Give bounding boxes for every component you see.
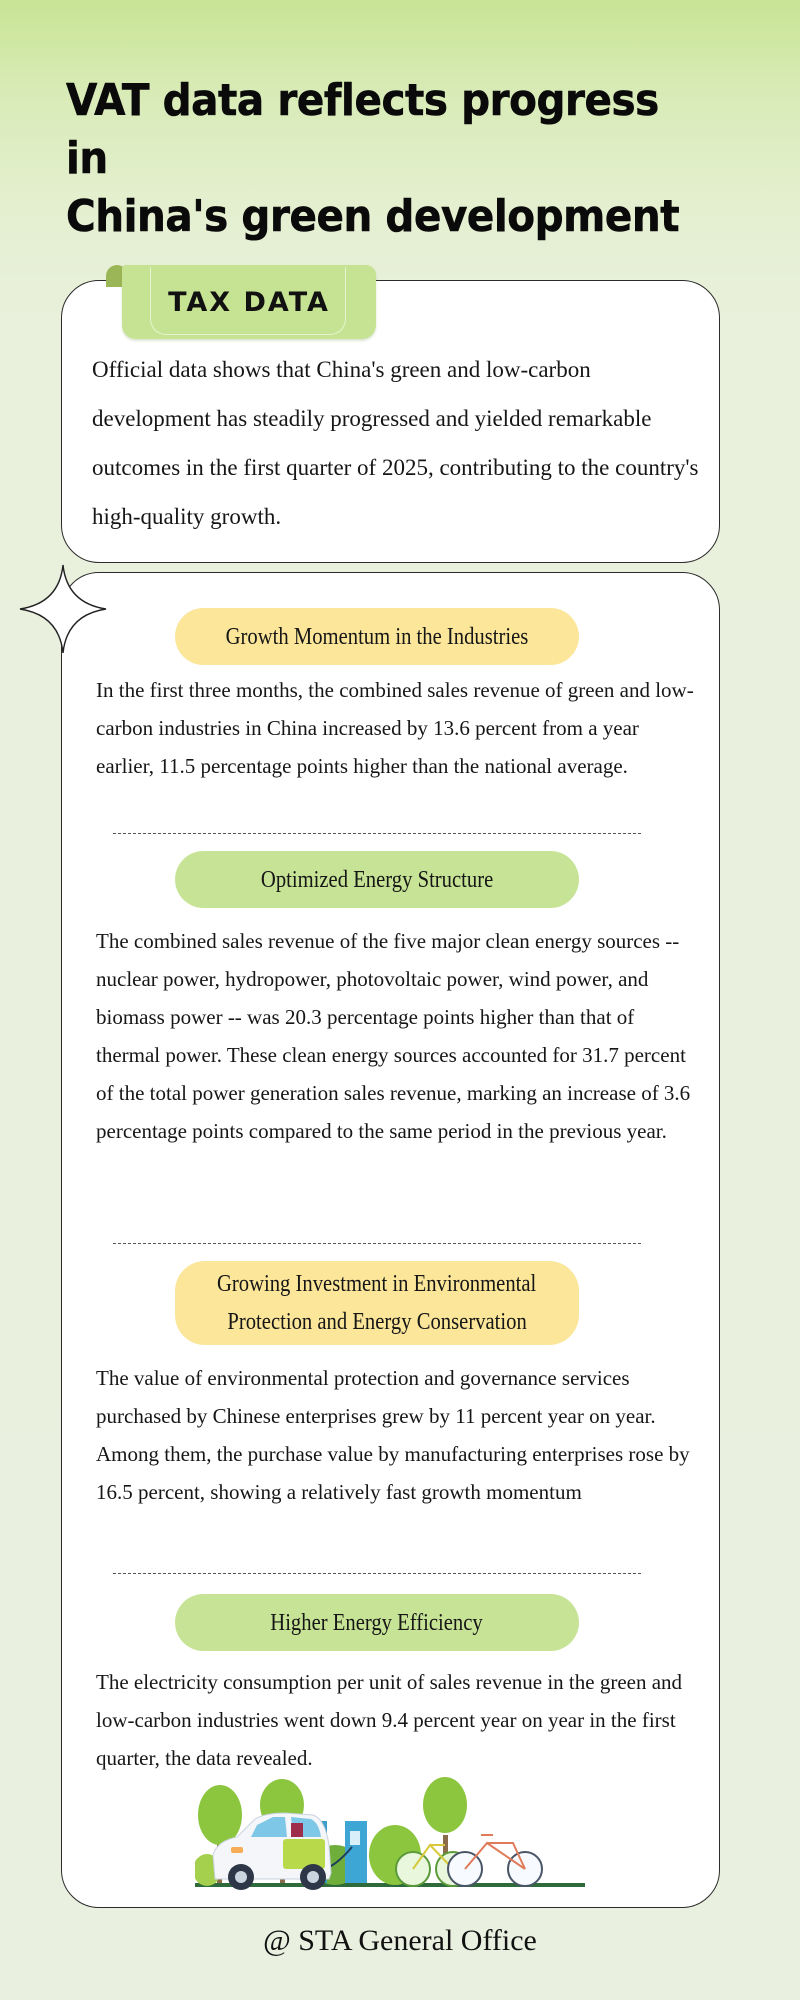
title-line-2: China's green development [66,191,680,242]
section-heading-energy-efficiency [175,1594,579,1651]
section-divider [113,1243,641,1244]
section-text-growth-momentum: In the first three months, the combined sales revenue of green and low-carbon industries in China increased by 13.6 percent from a year earlier, 11.5 percentage points higher than the national average. [96,678,694,778]
section-divider [113,1573,641,1574]
section-text-energy-structure: The combined sales revenue of the five major clean energy sources -- nuclear power, hydropower, photovoltaic power, wind power, and biomass power -- was 20.3 percentage points higher than that of thermal power. These clean energy sources accounted for 31.7 percent of the total power generation sales revenue, marking an increase of 3.6 percentage points compared to the same period in the previous year. [96,929,691,1143]
footer-credit: @ STA General Office [263,1924,537,1957]
section-heading-growth-momentum [175,608,579,665]
section-heading-line-2: Protection and Energy Conservation [227,1309,527,1335]
sparkle-star-icon [18,563,108,653]
section-text-environmental-investment: The value of environmental protection and governance services purchased by Chinese enterprises grew by 11 percent year on year. Among them, the purchase value by manufacturing enterprises rose by 16.5 percent, showing a relatively fast growth momentum [96,1366,690,1504]
section-heading-environmental-investment [175,1261,579,1345]
section-heading-text: Growth Momentum in the Industries [225,623,529,650]
bicycle-icon [448,1835,542,1886]
intro-text: Official data shows that China's green and low-carbon development has steadily progressed and yielded remarkable outcomes in the first quarter of 2025, contributing to the country's high-quality growth. [92,357,699,529]
title-line-1: VAT data reflects progress in [66,75,659,184]
section-heading-energy-structure [175,851,579,908]
green-transport-illustration [195,1775,585,1895]
page-title [66,72,710,246]
ribbon-label: TAX DATA [168,287,330,318]
tax-data-ribbon [104,265,380,342]
section-divider [113,833,641,834]
section-heading-text: Higher Energy Efficiency [270,1609,484,1636]
section-text-energy-efficiency: The electricity consumption per unit of sales revenue in the green and low-carbon industries went down 9.4 percent year on year in the first quarter, the data revealed. [96,1670,683,1770]
section-heading-line-1: Growing Investment in Environmental [217,1271,537,1297]
section-heading-text: Optimized Energy Structure [260,866,494,893]
